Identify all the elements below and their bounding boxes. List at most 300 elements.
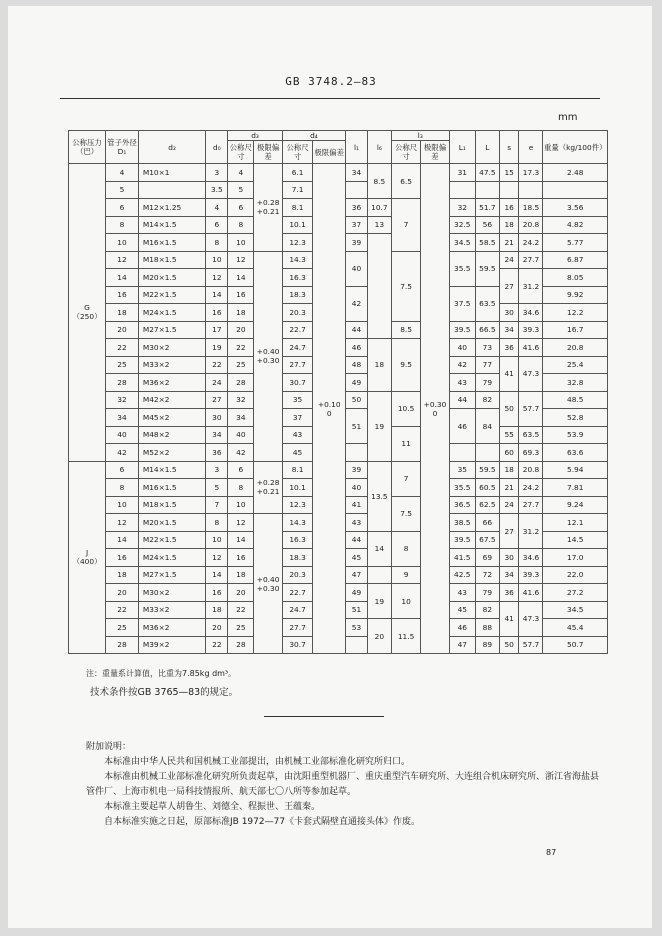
d4-nominal: 14.3	[282, 251, 313, 269]
L: 58.5	[475, 234, 499, 252]
weight: 25.4	[543, 356, 608, 374]
l1: 49	[346, 584, 368, 602]
e: 57.7	[519, 391, 543, 426]
L: 66.5	[475, 321, 499, 339]
l1: 45	[346, 549, 368, 567]
L: 82	[475, 391, 499, 409]
tube-od: 16	[106, 549, 139, 567]
l1: 39	[346, 234, 368, 252]
d3-nominal: 18	[228, 566, 254, 584]
e: 24.2	[519, 234, 543, 252]
d3-nominal: 16	[228, 549, 254, 567]
l1: 46	[346, 339, 368, 357]
e: 69.3	[519, 444, 543, 462]
weight: 12.1	[543, 514, 608, 532]
d2-thread: M27×1.5	[138, 321, 206, 339]
s: 50	[499, 391, 519, 426]
d3-nominal: 20	[228, 584, 254, 602]
l1: 53	[346, 619, 368, 637]
weight: 4.82	[543, 216, 608, 234]
d2-thread: M24×1.5	[138, 549, 206, 567]
d3-nominal: 28	[228, 636, 254, 654]
weight: 9.92	[543, 286, 608, 304]
tube-od: 6	[106, 199, 139, 217]
d2-thread: M16×1.5	[138, 479, 206, 497]
d4-nominal: 18.3	[282, 549, 313, 567]
s: 34	[499, 566, 519, 584]
supplement-p3: 本标准主要起草人胡鲁生、刘德全、程振世、王蕴秦。	[104, 802, 321, 812]
l1: 34	[346, 164, 368, 182]
d3-nominal: 8	[228, 479, 254, 497]
l1: 43	[346, 514, 368, 532]
d2-thread: M48×2	[138, 426, 206, 444]
d0: 3	[206, 164, 228, 182]
d2-thread: M30×2	[138, 339, 206, 357]
weight: 48.5	[543, 391, 608, 409]
L1: 41.5	[449, 549, 475, 567]
d2-thread: M36×2	[138, 374, 206, 392]
l1: 44	[346, 321, 368, 339]
tube-od: 20	[106, 584, 139, 602]
L1: 35	[449, 461, 475, 479]
l1: 37	[346, 216, 368, 234]
s: 41	[499, 356, 519, 391]
e: 18.5	[519, 199, 543, 217]
d2-thread: M14×1.5	[138, 216, 206, 234]
L1	[449, 181, 475, 199]
col-l1: l₁	[346, 131, 368, 164]
d4-nominal: 10.1	[282, 216, 313, 234]
L1: 38.5	[449, 514, 475, 532]
L: 66	[475, 514, 499, 532]
weight: 32.8	[543, 374, 608, 392]
d4-nominal: 22.7	[282, 584, 313, 602]
d3-nominal: 28	[228, 374, 254, 392]
L: 60.5	[475, 479, 499, 497]
d4-nominal: 12.3	[282, 234, 313, 252]
l1: 40	[346, 479, 368, 497]
s: 60	[499, 444, 519, 462]
col-L: L	[475, 131, 499, 164]
d0: 3	[206, 461, 228, 479]
L1: 45	[449, 601, 475, 619]
l1: 49	[346, 374, 368, 392]
L1: 32.5	[449, 216, 475, 234]
L: 59.5	[475, 251, 499, 286]
pressure-group: G （250）	[69, 164, 106, 462]
l6: 19	[367, 584, 391, 619]
L: 82	[475, 601, 499, 619]
L1: 46	[449, 619, 475, 637]
l6: 19	[367, 391, 391, 461]
d4-nominal: 27.7	[282, 356, 313, 374]
d3-nominal: 25	[228, 356, 254, 374]
L1: 44	[449, 391, 475, 409]
l1: 51	[346, 409, 368, 444]
d4-nominal: 24.7	[282, 339, 313, 357]
L1: 43	[449, 374, 475, 392]
weight: 27.2	[543, 584, 608, 602]
L: 79	[475, 374, 499, 392]
d0: 4	[206, 199, 228, 217]
s: 50	[499, 636, 519, 654]
d3-nominal: 22	[228, 601, 254, 619]
d4-nominal: 20.3	[282, 304, 313, 322]
weight: 5.77	[543, 234, 608, 252]
e: 34.6	[519, 304, 543, 322]
d0: 8	[206, 514, 228, 532]
weight: 17.0	[543, 549, 608, 567]
weight: 34.5	[543, 601, 608, 619]
d3-nominal: 25	[228, 619, 254, 637]
col-d3-nominal: 公称尺寸	[228, 141, 254, 164]
d0: 12	[206, 549, 228, 567]
s	[499, 181, 519, 199]
l3: 8	[391, 531, 420, 566]
d4-nominal: 10.1	[282, 479, 313, 497]
s: 18	[499, 461, 519, 479]
d0: 19	[206, 339, 228, 357]
e: 47.3	[519, 356, 543, 391]
tube-od: 40	[106, 426, 139, 444]
tube-od: 12	[106, 251, 139, 269]
col-weight: 重量（kg/100件）	[543, 131, 608, 164]
weight: 45.4	[543, 619, 608, 637]
L1: 34.5	[449, 234, 475, 252]
d0: 12	[206, 269, 228, 287]
table-row	[69, 164, 608, 182]
d3-deviation: +0.28 +0.21	[254, 461, 282, 514]
s: 27	[499, 514, 519, 549]
l1: 39	[346, 461, 368, 479]
l3: 7	[391, 461, 420, 496]
tube-od: 10	[106, 234, 139, 252]
d4-deviation: +0.10 0	[313, 164, 346, 654]
tube-od: 25	[106, 356, 139, 374]
L1: 42.5	[449, 566, 475, 584]
tube-od: 6	[106, 461, 139, 479]
col-d3-deviation: 极限偏差	[254, 141, 282, 164]
d0: 36	[206, 444, 228, 462]
L: 51.7	[475, 199, 499, 217]
l1: 44	[346, 531, 368, 549]
supplement-p4: 自本标准实施之日起，原部标准JB 1972—77《卡套式隔壁直通接头体》作废。	[104, 817, 421, 827]
d3-nominal: 4	[228, 164, 254, 182]
l3: 6.5	[391, 164, 420, 199]
L: 47.5	[475, 164, 499, 182]
e: 39.3	[519, 321, 543, 339]
d0: 10	[206, 251, 228, 269]
l3: 7	[391, 199, 420, 252]
L	[475, 444, 499, 462]
l1: 51	[346, 601, 368, 619]
e: 24.2	[519, 479, 543, 497]
l1	[346, 636, 368, 654]
tube-od: 20	[106, 321, 139, 339]
l1: 41	[346, 496, 368, 514]
l6: 13.5	[367, 461, 391, 531]
s: 41	[499, 601, 519, 636]
d2-thread: M39×2	[138, 636, 206, 654]
d2-thread: M22×1.5	[138, 286, 206, 304]
d4-nominal: 27.7	[282, 619, 313, 637]
l3: 10	[391, 584, 420, 619]
l3: 8.5	[391, 321, 420, 339]
d0: 14	[206, 286, 228, 304]
supplement-p2: 本标准由机械工业部标准化研究所负责起草，由沈阳重型机器厂、重庆重型汽车研究所、大连组合机床研究所、浙江省海盐县管件厂、上海市机电一局科技情报所、航天部七〇八所等参加起草。	[86, 772, 600, 797]
d2-thread: M24×1.5	[138, 304, 206, 322]
s: 36	[499, 584, 519, 602]
L1: 35.5	[449, 479, 475, 497]
e: 63.5	[519, 426, 543, 444]
l3-deviation: +0.30 0	[421, 164, 449, 654]
l3: 11	[391, 426, 420, 461]
col-s: s	[499, 131, 519, 164]
weight: 12.2	[543, 304, 608, 322]
d0: 16	[206, 584, 228, 602]
d3-nominal: 42	[228, 444, 254, 462]
L: 56	[475, 216, 499, 234]
pressure-group: J （400）	[69, 461, 106, 654]
d0: 24	[206, 374, 228, 392]
l6: 13	[367, 216, 391, 234]
d0: 18	[206, 601, 228, 619]
d3-nominal: 6	[228, 199, 254, 217]
weight: 22.0	[543, 566, 608, 584]
s: 21	[499, 234, 519, 252]
l1: 48	[346, 356, 368, 374]
col-l3-deviation: 极限偏差	[421, 141, 449, 164]
d2-thread: M14×1.5	[138, 461, 206, 479]
L: 89	[475, 636, 499, 654]
tube-od: 8	[106, 216, 139, 234]
d0: 27	[206, 391, 228, 409]
l1: 47	[346, 566, 368, 584]
d3-nominal: 20	[228, 321, 254, 339]
l1: 36	[346, 199, 368, 217]
l6: 18	[367, 339, 391, 392]
d3-deviation: +0.40 +0.30	[254, 514, 282, 654]
l6: 20	[367, 619, 391, 654]
L1: 32	[449, 199, 475, 217]
l3: 10.5	[391, 391, 420, 426]
d0: 6	[206, 216, 228, 234]
d0: 5	[206, 479, 228, 497]
d3-nominal: 10	[228, 234, 254, 252]
d3-nominal: 10	[228, 496, 254, 514]
header-rule	[60, 98, 600, 99]
tube-od: 32	[106, 391, 139, 409]
L1: 36.5	[449, 496, 475, 514]
d0: 14	[206, 566, 228, 584]
e: 27.7	[519, 496, 543, 514]
l1	[346, 181, 368, 199]
d4-nominal: 8.1	[282, 199, 313, 217]
L: 88	[475, 619, 499, 637]
table-body	[69, 164, 608, 654]
d4-nominal: 24.7	[282, 601, 313, 619]
d3-nominal: 32	[228, 391, 254, 409]
d4-nominal: 45	[282, 444, 313, 462]
d2-thread: M36×2	[138, 619, 206, 637]
d3-deviation: +0.28 +0.21	[254, 164, 282, 252]
L: 84	[475, 409, 499, 444]
weight: 9.24	[543, 496, 608, 514]
d3-nominal: 40	[228, 426, 254, 444]
d4-nominal: 7.1	[282, 181, 313, 199]
L: 69	[475, 549, 499, 567]
d3-nominal: 14	[228, 269, 254, 287]
dimensions-table	[68, 130, 608, 654]
d4-nominal: 14.3	[282, 514, 313, 532]
d2-thread: M45×2	[138, 409, 206, 427]
e: 57.7	[519, 636, 543, 654]
d3-nominal: 18	[228, 304, 254, 322]
L: 79	[475, 584, 499, 602]
col-l3: l₃	[391, 131, 449, 141]
L: 67.5	[475, 531, 499, 549]
col-L1: L₁	[449, 131, 475, 164]
d0: 16	[206, 304, 228, 322]
s: 24	[499, 496, 519, 514]
s: 24	[499, 251, 519, 269]
d0: 22	[206, 356, 228, 374]
d0: 7	[206, 496, 228, 514]
l3: 11.5	[391, 619, 420, 654]
tech-conditions: 技术条件按GB 3765—83的规定。	[90, 687, 239, 698]
tube-od: 10	[106, 496, 139, 514]
d0: 22	[206, 636, 228, 654]
l1	[346, 444, 368, 462]
supplement-title: 附加说明：	[86, 742, 132, 752]
d2-thread: M33×2	[138, 601, 206, 619]
l1: 42	[346, 286, 368, 321]
s: 34	[499, 321, 519, 339]
weight: 16.7	[543, 321, 608, 339]
supplement-p1: 本标准由中华人民共和国机械工业部提出，由机械工业部标准化研究所归口。	[104, 757, 411, 767]
e	[519, 181, 543, 199]
L: 77	[475, 356, 499, 374]
tube-od: 18	[106, 304, 139, 322]
d2-thread: M52×2	[138, 444, 206, 462]
L1: 31	[449, 164, 475, 182]
s: 55	[499, 426, 519, 444]
l6: 14	[367, 531, 391, 566]
L1: 37.5	[449, 286, 475, 321]
l3: 9.5	[391, 339, 420, 392]
L: 62.5	[475, 496, 499, 514]
tube-od: 22	[106, 339, 139, 357]
d4-nominal: 6.1	[282, 164, 313, 182]
d3-nominal: 22	[228, 339, 254, 357]
d3-nominal: 8	[228, 216, 254, 234]
d2-thread: M18×1.5	[138, 496, 206, 514]
d2-thread	[138, 181, 206, 199]
l3: 9	[391, 566, 420, 584]
divider	[264, 716, 384, 717]
weight: 8.05	[543, 269, 608, 287]
tube-od: 34	[106, 409, 139, 427]
tube-od: 42	[106, 444, 139, 462]
tube-od: 25	[106, 619, 139, 637]
s: 27	[499, 269, 519, 304]
col-d3: d₃	[228, 131, 283, 141]
col-d0: d₀	[206, 131, 228, 164]
d3-nominal: 34	[228, 409, 254, 427]
d4-nominal: 30.7	[282, 636, 313, 654]
d3-nominal: 12	[228, 251, 254, 269]
tube-od: 28	[106, 636, 139, 654]
d2-thread: M22×1.5	[138, 531, 206, 549]
page-number: 87	[546, 848, 557, 857]
d3-nominal: 14	[228, 531, 254, 549]
unit-label: mm	[558, 112, 578, 123]
L1: 39.5	[449, 531, 475, 549]
e: 17.3	[519, 164, 543, 182]
s: 15	[499, 164, 519, 182]
l1: 50	[346, 391, 368, 409]
d2-thread: M10×1	[138, 164, 206, 182]
col-pressure: 公称压力（巴）	[69, 131, 106, 164]
d2-thread: M20×1.5	[138, 514, 206, 532]
col-e: e	[519, 131, 543, 164]
s: 21	[499, 479, 519, 497]
d2-thread: M18×1.5	[138, 251, 206, 269]
d2-thread: M27×1.5	[138, 566, 206, 584]
weight: 14.5	[543, 531, 608, 549]
s: 18	[499, 216, 519, 234]
d4-nominal: 43	[282, 426, 313, 444]
tube-od: 28	[106, 374, 139, 392]
d4-nominal: 18.3	[282, 286, 313, 304]
e: 31.2	[519, 514, 543, 549]
e: 47.3	[519, 601, 543, 636]
col-l6: l₆	[367, 131, 391, 164]
d2-thread: M20×1.5	[138, 269, 206, 287]
d2-thread: M30×2	[138, 584, 206, 602]
weight: 63.6	[543, 444, 608, 462]
e: 41.6	[519, 584, 543, 602]
l6	[367, 566, 391, 584]
e: 39.3	[519, 566, 543, 584]
e: 27.7	[519, 251, 543, 269]
s: 36	[499, 339, 519, 357]
L1: 43	[449, 584, 475, 602]
L: 59.5	[475, 461, 499, 479]
d4-nominal: 30.7	[282, 374, 313, 392]
l3: 7.5	[391, 496, 420, 531]
d0: 8	[206, 234, 228, 252]
L	[475, 181, 499, 199]
l6: 8.5	[367, 164, 391, 199]
weight: 5.94	[543, 461, 608, 479]
d3-nominal: 12	[228, 514, 254, 532]
standard-number: GB 3748.2—83	[285, 75, 377, 88]
s: 30	[499, 549, 519, 567]
weight: 50.7	[543, 636, 608, 654]
col-d4-deviation: 极限偏差	[313, 141, 346, 164]
d4-nominal: 12.3	[282, 496, 313, 514]
tube-od: 18	[106, 566, 139, 584]
L: 73	[475, 339, 499, 357]
L1	[449, 444, 475, 462]
tube-od: 8	[106, 479, 139, 497]
col-tube-od: 管子外径 D₁	[106, 131, 139, 164]
d4-nominal: 20.3	[282, 566, 313, 584]
weight-note: 注：重量系计算值，比重为7.85kg dm³。	[86, 669, 237, 678]
weight: 3.56	[543, 199, 608, 217]
tube-od: 22	[106, 601, 139, 619]
